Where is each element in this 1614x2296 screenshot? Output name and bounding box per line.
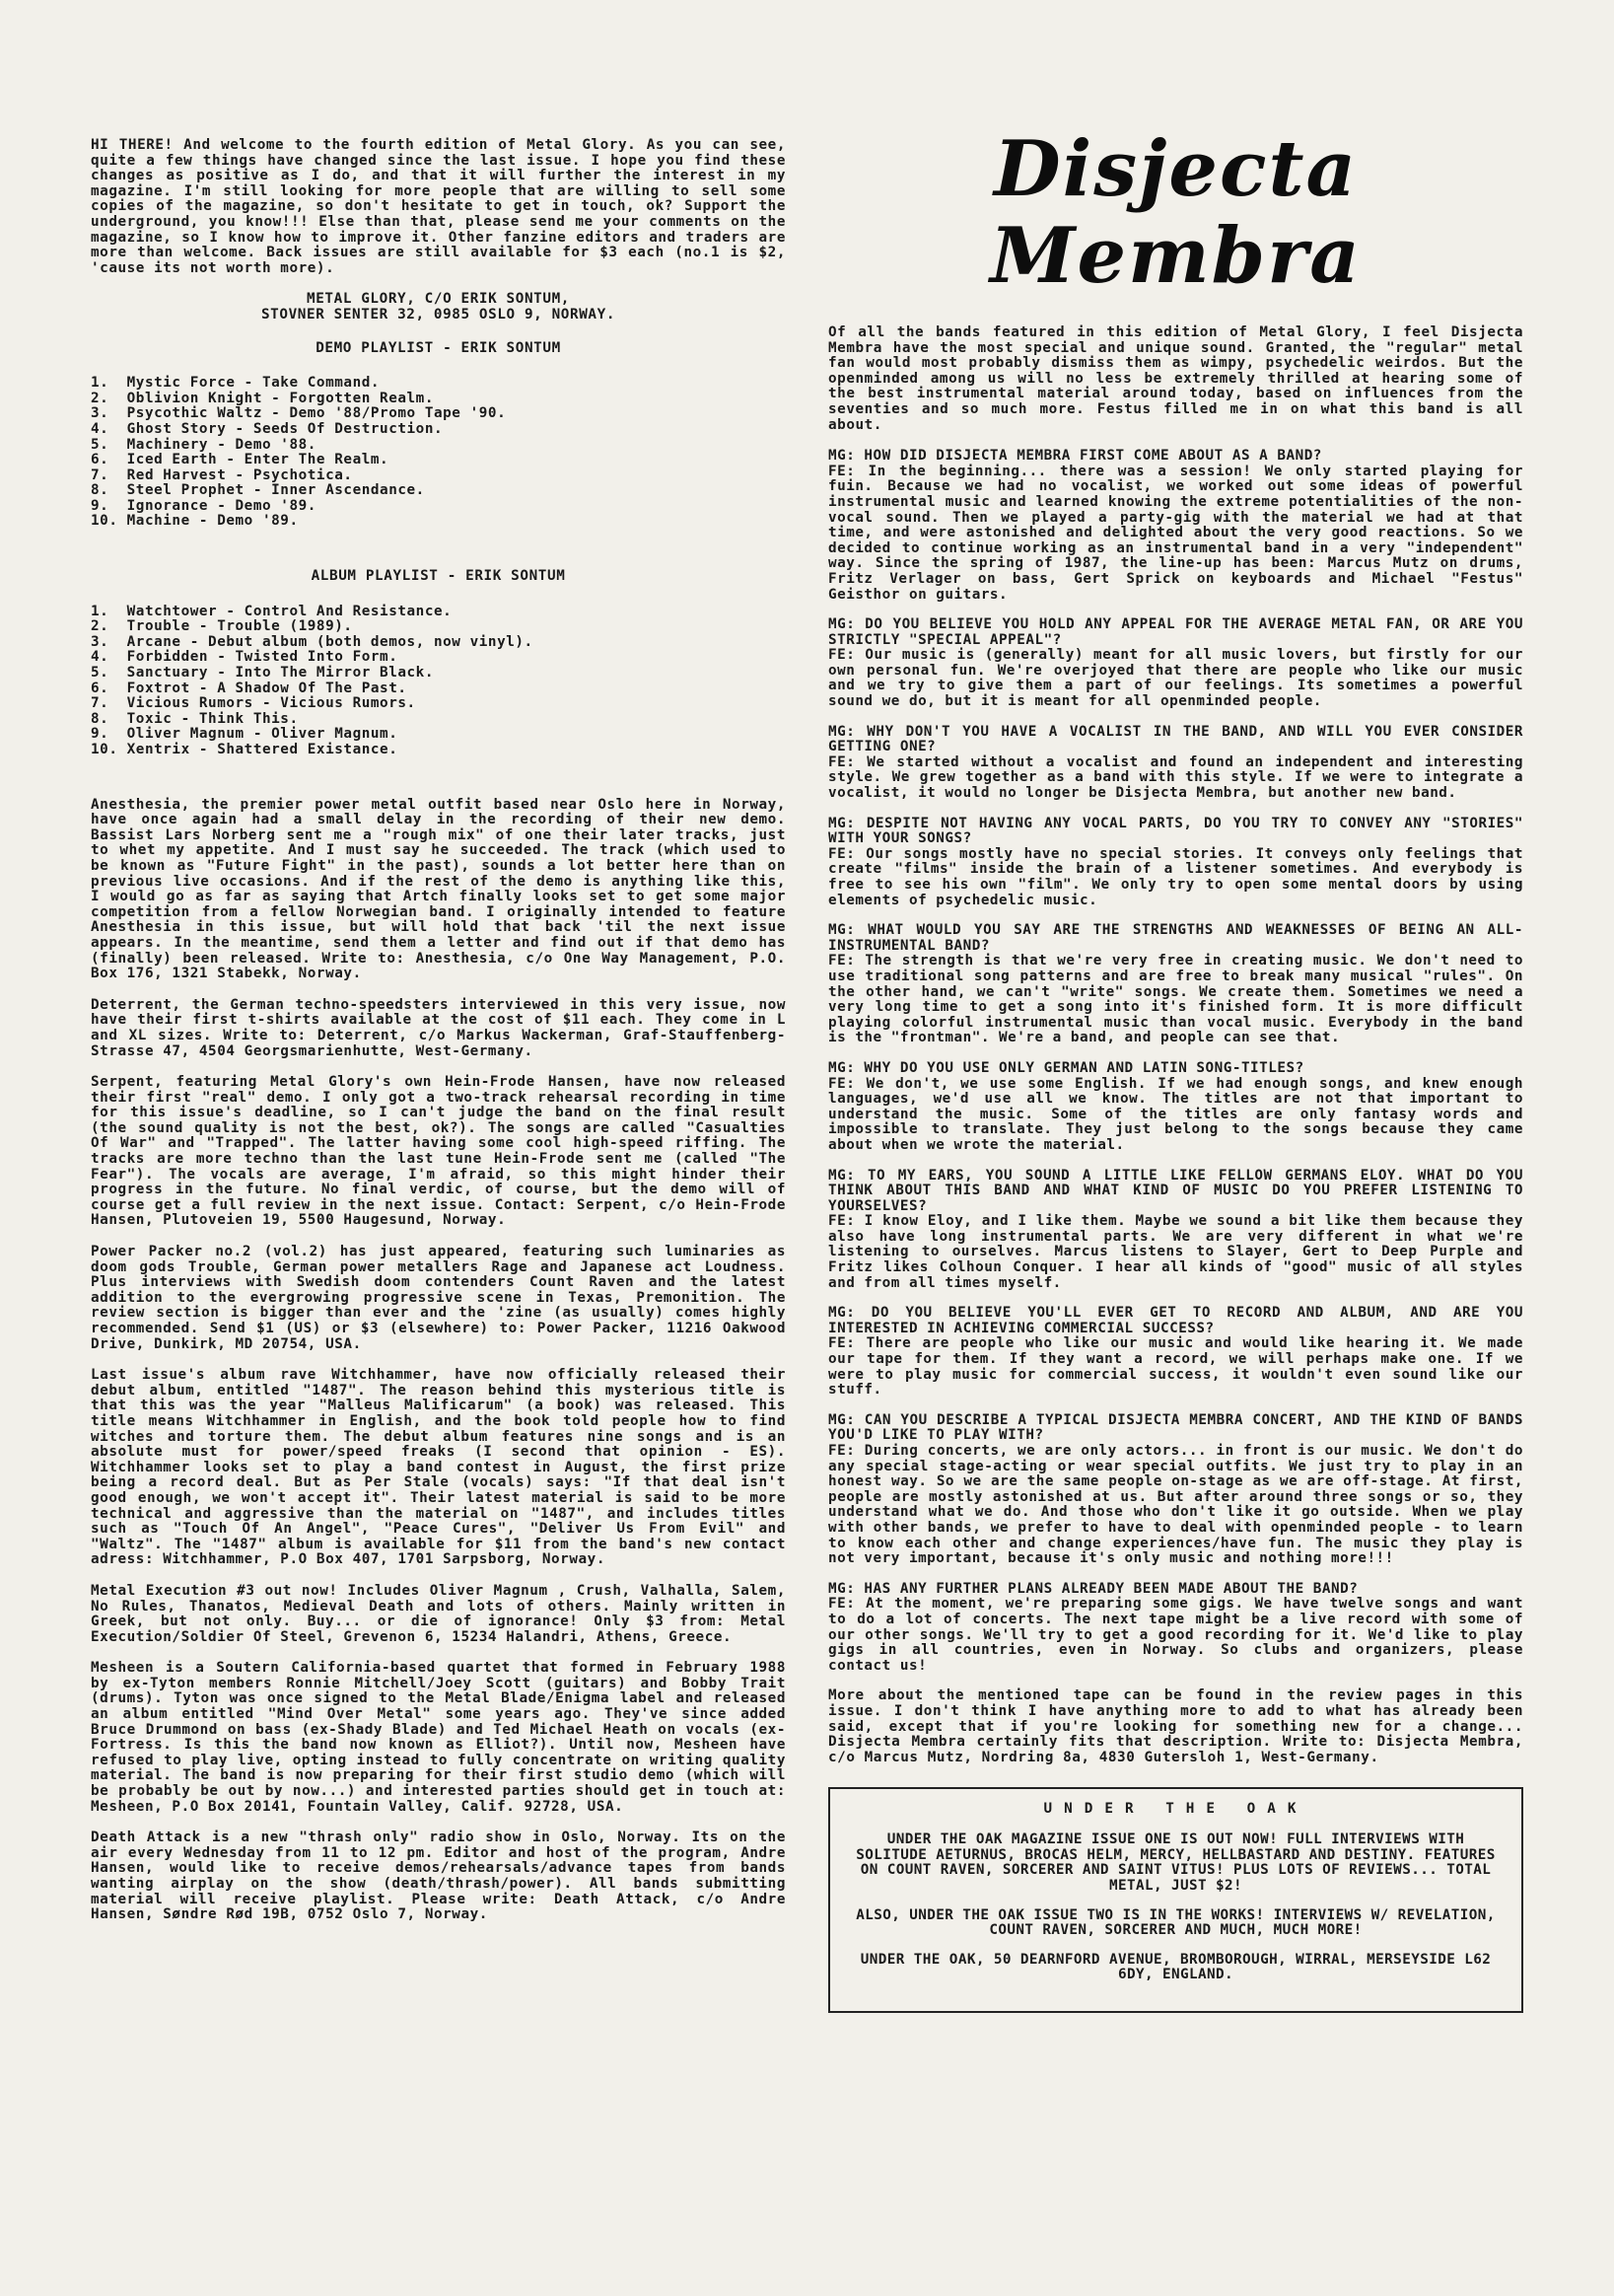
demo-playlist-heading: DEMO PLAYLIST - ERIK SONTUM	[316, 339, 561, 356]
list-item: 6. Iced Earth - Enter The Realm.	[91, 452, 389, 468]
ad-paragraph: ALSO, UNDER THE OAK ISSUE TWO IS IN THE WORKS! INTERVIEWS W/ REVELATION, COUNT RAVEN, SORCERER AND MUCH, MUCH MORE!	[856, 1906, 1496, 1939]
list-item: 1. Mystic Force - Take Command.	[91, 375, 381, 392]
demo-playlist	[91, 376, 786, 530]
question: MG: DO YOU BELIEVE YOU HOLD ANY APPEAL FOR THE AVERAGE METAL FAN, OR ARE YOU STRICTLY "SPECIAL APPEAL"?	[828, 616, 1523, 648]
answer: FE: Our songs mostly have no special stories. It conveys only feelings that create "films" inside the brain of a listener sometimes. And everybody is free to see his own "film". We only try to open some mental doors by using elements of psychedelic music.	[828, 845, 1523, 908]
question: MG: CAN YOU DESCRIBE A TYPICAL DISJECTA MEMBRA CONCERT, AND THE KIND OF BANDS YOU'D LIKE TO PLAY WITH?	[828, 1411, 1523, 1444]
news-item: Anesthesia, the premier power metal outfit based near Oslo here in Norway, have once again had a small delay in the recording of their new demo. Bassist Lars Norberg sent me a "rough mix" of one their later tracks, just to whet my appetite. And I must say he succeeded. The track (which used to be known as "Future Fight" in the past), sounds a lot better here than on previous live occasions. And if the rest of the demo is anything like this, I would go as far as saying that Artch finally looks set to get some major competition from a fellow Norwegian band. I originally intended to feature Anesthesia in this issue, but will hold that back 'til the next issue appears. In the meantime, send them a letter and find out if that demo has (finally) been released. Write to: Anesthesia, c/o One Way Management, P.O. Box 176, 1321 Stabekk, Norway.	[91, 796, 786, 982]
answer: FE: The strength is that we're very free in creating music. We don't need to use traditional song patterns and are free to break many musical "rules". On the other hand, we can't "write" songs. We create them. Sometimes we need a very long time to get a song into it's finished form. It is more difficult playing colorful instrumental music than vocal music. Everybody in the band is the "frontman". We're a band, and people can see that.	[828, 953, 1523, 1046]
list-item: 9. Ignorance - Demo '89.	[91, 497, 316, 514]
qa-block	[828, 1306, 1523, 1399]
album-playlist-heading: ALBUM PLAYLIST - ERIK SONTUM	[311, 568, 566, 585]
list-item: 3. Arcane - Debut album (both demos, now vinyl).	[91, 633, 533, 650]
qa-block	[828, 923, 1523, 1046]
intro-paragraph: HI THERE! And welcome to the fourth edition of Metal Glory. As you can see, quite a few things have changed since the last issue. I hope you find these changes as positive as I do, and that it will further the interest in my magazine. I'm still looking for more people that are willing to sell some copies of the magazine, so don't hesitate to get in touch, ok? Support the underground, you know!!! Else than that, please send me your comments on the magazine, so I know how to improve it. Other fanzine editors and traders are more than welcome. Back issues are still available for $3 each (no.1 is $2, 'cause its not worth more).	[91, 137, 786, 276]
question: MG: TO MY EARS, YOU SOUND A LITTLE LIKE FELLOW GERMANS ELOY. WHAT DO YOU THINK ABOUT THIS BAND AND WHAT KIND OF MUSIC DO YOU PREFER LISTENING TO YOURSELVES?	[828, 1167, 1523, 1214]
list-item: 3. Psycothic Waltz - Demo '88/Promo Tape '90.	[91, 405, 507, 422]
qa-block	[828, 725, 1523, 802]
list-item: 8. Toxic - Think This.	[91, 710, 299, 727]
qa-block	[828, 1061, 1523, 1154]
list-item: 7. Vicious Rumors - Vicious Rumors.	[91, 695, 416, 712]
left-column	[91, 138, 786, 1939]
list-item: 6. Foxtrot - A Shadow Of The Past.	[91, 680, 407, 696]
news-item: Death Attack is a new "thrash only" radio show in Oslo, Norway. Its on the air every Wednesday from 11 to 12 pm. Editor and host of the program, Andre Hansen, would like to receive demos/rehearsals/advance tapes from bands wanting airplay on the show (death/thrash/power). All bands submitting material will receive playlist. Please write: Death Attack, c/o Andre Hansen, Søndre Rød 19B, 0752 Oslo 7, Norway.	[91, 1830, 786, 1923]
question: MG: WHAT WOULD YOU SAY ARE THE STRENGTHS AND WEAKNESSES OF BEING AN ALL-INSTRUMENTAL BAND?	[828, 922, 1523, 954]
qa-block	[828, 1582, 1523, 1675]
qa-block	[828, 1169, 1523, 1292]
interview-outro: More about the mentioned tape can be found in the review pages in this issue. I don't think I have anything more to add to what has already been said, except that if you're looking for something new for a change... Disjecta Membra certainly fits that description. Write to: Disjecta Membra, c/o Marcus Mutz, Nordring 8a, 4830 Gutersloh 1, West-Germany.	[828, 1687, 1523, 1765]
interview-intro: Of all the bands featured in this edition of Metal Glory, I feel Disjecta Membra have the most special and unique sound. Granted, the "regular" metal fan would most probably dismiss them as wimpy, psychedelic weirdos. But the openminded among us will no less be extremely thrilled at hearing some of the best instrumental material around today, based on influences from the seventies and so much more. Festus filled me in on what this band is all about.	[828, 324, 1523, 433]
under-the-oak-ad	[828, 1787, 1523, 2013]
list-item: 8. Steel Prophet - Inner Ascendance.	[91, 482, 425, 499]
list-item: 5. Machinery - Demo '88.	[91, 436, 316, 453]
qa-block	[828, 449, 1523, 603]
ad-address: UNDER THE OAK, 50 DEARNFORD AVENUE, BROMBOROUGH, WIRRAL, MERSEYSIDE L62 6DY, ENGLAND.	[860, 1951, 1492, 1983]
answer: FE: In the beginning... there was a session! We only started playing for fuin. Because we had no vocalist, we worked out some ideas of powerful instrumental music and learned knowing the extreme potentialities of the non-vocal sound. Then we played a party-gig with the material we had at that time, and were astonished and delighted about the very good reactions. So we decided to continue working as an instrumental band in a very "independent" way. Since the spring of 1987, the line-up has been: Marcus Mutz on drums, Fritz Verlager on bass, Gert Sprick on keyboards and Michael "Festus" Geisthor on guitars.	[828, 463, 1523, 603]
list-item: 9. Oliver Magnum - Oliver Magnum.	[91, 726, 398, 743]
list-item: 7. Red Harvest - Psychotica.	[91, 466, 353, 483]
list-item: 10. Xentrix - Shattered Existance.	[91, 742, 398, 757]
question: MG: WHY DO YOU USE ONLY GERMAN AND LATIN SONG-TITLES?	[828, 1059, 1304, 1076]
list-item: 5. Sanctuary - Into The Mirror Black.	[91, 665, 434, 682]
answer: FE: Our music is (generally) meant for all music lovers, but firstly for our own personal fun. We're overjoyed that there are people who like our music and we try to give them a part of our feelings. Its sometimes a powerful sound we do, but it is meant for all openminded people.	[828, 647, 1523, 710]
news-item: Power Packer no.2 (vol.2) has just appeared, featuring such luminaries as doom gods Trouble, German power metallers Rage and Japanese act Loudness. Plus interviews with Swedish doom contenders Count Raven and the latest addition to the evergrowing progressive scene in Texas, Premonition. The review section is bigger than ever and the 'zine (as usually) comes highly recommended. Send $1 (US) or $3 (elsewhere) to: Power Packer, 11216 Oakwood Drive, Dunkirk, MD 20754, USA.	[91, 1244, 786, 1352]
question: MG: WHY DON'T YOU HAVE A VOCALIST IN THE BAND, AND WILL YOU EVER CONSIDER GETTING ONE?	[828, 723, 1523, 755]
question: MG: DESPITE NOT HAVING ANY VOCAL PARTS, DO YOU TRY TO CONVEY ANY "STORIES" WITH YOUR SONGS?	[828, 815, 1523, 847]
ad-title: UNDER THE OAK	[1043, 1801, 1308, 1818]
question: MG: DO YOU BELIEVE YOU'LL EVER GET TO RECORD AND ALBUM, AND ARE YOU INTERESTED IN ACHIEVING COMMERCIAL SUCCESS?	[828, 1305, 1523, 1336]
answer: FE: I know Eloy, and I like them. Maybe we sound a bit like them because they also have long instrumental parts. We are very different in what we're listening to ourselves. Marcus listens to Slayer, Gert to Deep Purple and Fritz likes Colhoun Conquer. I hear all kinds of "good" music of all styles and from all times myself.	[828, 1213, 1523, 1291]
answer: FE: There are people who like our music and would like hearing it. We made our tape for them. If they want a record, we will perhaps make one. If we were to play music for commercial success, it wouldn't even sound like our stuff.	[828, 1335, 1523, 1399]
answer: FE: We don't, we use some English. If we had enough songs, and knew enough languages, we'd use all we know. The titles are not that important to understand the music. Some of the titles are only fantasy words and impossible to translate. They just belong to the songs because they came about when we wrote the material.	[828, 1075, 1523, 1153]
news-item: Mesheen is a Soutern California-based quartet that formed in February 1988 by ex-Tyton members Ronnie Mitchell/Joey Scott (guitars) and Bobby Trait (drums). Tyton was once signed to the Metal Blade/Enigma label and released an album entitled "Mind Over Metal" some years ago. They've since added Bruce Drummond on bass (ex-Shady Blade) and Ted Michael Heath on vocals (ex-Fortress. Is this the band now known as Elliot?). Until now, Mesheen have refused to play live, opting instead to fully concentrate on writing quality material. The band is now preparing for their first studio demo (which will be probably be out by now...) and interested parties should get in touch at: Mesheen, P.O Box 20141, Fountain Valley, Calif. 92728, USA.	[91, 1660, 786, 1815]
question: MG: HAS ANY FURTHER PLANS ALREADY BEEN MADE ABOUT THE BAND?	[828, 1580, 1359, 1597]
answer: FE: At the moment, we're preparing some gigs. We have twelve songs and want to do a lot of concerts. The next tape might be a live record with some of our other songs. We'll try to get a good recording for it. We'd like to play gigs in all countries, even in Norway. So clubs and organizers, please contact us!	[828, 1596, 1523, 1674]
album-playlist	[91, 605, 786, 758]
list-item: 4. Forbidden - Twisted Into Form.	[91, 649, 398, 666]
answer: FE: We started without a vocalist and found an independent and interesting style. We grew together as a band with this style. If we were to integrate a vocalist, it would no longer be Disjecta Membra, but another new band.	[828, 753, 1523, 802]
list-item: 2. Trouble - Trouble (1989).	[91, 618, 353, 635]
ad-paragraph: UNDER THE OAK MAGAZINE ISSUE ONE IS OUT NOW! FULL INTERVIEWS WITH SOLITUDE AETURNUS, BROCAS HELM, MERCY, HELLBASTARD AND DESTINY. FEATURES ON COUNT RAVEN, SORCERER AND SAINT VITUS! PLUS LOTS OF REVIEWS... TOTAL METAL, JUST $2!	[856, 1831, 1496, 1895]
list-item: 1. Watchtower - Control And Resistance.	[91, 603, 453, 619]
band-logo-title: Disjecta Membra	[990, 124, 1362, 301]
right-column	[828, 126, 1523, 2013]
news-item: Metal Execution #3 out now! Includes Oliver Magnum , Crush, Valhalla, Salem, No Rules, Thanatos, Medieval Death and lots of others. Mainly written in Greek, but not only. Buy... or die of ignorance! Only $3 from: Metal Execution/Soldier Of Steel, Grevenon 6, 15234 Halandri, Athens, Greece.	[91, 1582, 786, 1645]
editor-address	[91, 292, 786, 323]
news-item: Last issue's album rave Witchhammer, have now officially released their debut album, entitled "1487". The reason behind this mysterious title is that this was the year "Malleus Malificarum" (a book) was released. This title means Witchhammer in English, and the book told people how to find witches and torture them. The debut album features nine songs and is an absolute must for power/speed freaks (I second that opinion - ES). Witchhammer looks set to play a band contest in August, the first prize being a record deal. But as Per Stale (vocals) says: "If that deal isn't good enough, we won't accept it". Their latest material is said to be more technical and aggressive than the material on "1487", and includes titles such as "Touch Of An Angel", "Peace Cures", "Deliver Us From Evil" and "Waltz". The "1487" album is available for $11 from the band's new contact adress: Witchhammer, P.O Box 407, 1701 Sarpsborg, Norway.	[91, 1367, 786, 1568]
list-item: 4. Ghost Story - Seeds Of Destruction.	[91, 420, 444, 437]
news-item: Deterrent, the German techno-speedsters interviewed in this very issue, now have their first t-shirts available at the cost of $11 each. They come in L and XL sizes. Write to: Deterrent, c/o Markus Wackerman, Graf-Stauffenberg-Strasse 47, 4504 Georgsmarienhutte, West-Germany.	[91, 996, 786, 1059]
answer: FE: During concerts, we are only actors... in front is our music. We don't do any special stage-acting or wear special outfits. We just try to play in an honest way. So we are the same people on-stage as we are off-stage. At first, people are mostly astonished at us. But after around three songs or so, they understand what we do. And those who don't like it go outside. When we play with other bands, we prefer to have to deal with openminded people - to learn to know each other and change experiences/have fun. The music they play is not very important, because it's only music and nothing more!!!	[828, 1443, 1523, 1567]
question: MG: HOW DID DISJECTA MEMBRA FIRST COME ABOUT AS A BAND?	[828, 448, 1322, 465]
qa-block	[828, 617, 1523, 710]
list-item: 2. Oblivion Knight - Forgotten Realm.	[91, 390, 434, 406]
list-item: 10. Machine - Demo '89.	[91, 513, 299, 530]
address-line: METAL GLORY, C/O ERIK SONTUM,	[306, 291, 571, 308]
qa-block	[828, 817, 1523, 909]
news-item: Serpent, featuring Metal Glory's own Hein-Frode Hansen, have now released their first "real" demo. I only got a two-track rehearsal recording in time for this issue's deadline, so I can't judge the band on the final result (the sound quality is not the best, ok?). The songs are called "Casualties Of War" and "Trapped". The latter having some cool high-speed riffing. The tracks are more techno than the last tune Hein-Frode sent me (called "The Fear"). The vocals are average, I'm afraid, so this might hinder their progress in the future. No final verdic, of course, but the demo will of course get a full review in the next issue. Contact: Serpent, c/o Hein-Frode Hansen, Plutoveien 19, 5500 Haugesund, Norway.	[91, 1074, 786, 1229]
address-line: STOVNER SENTER 32, 0985 OSLO 9, NORWAY.	[260, 306, 616, 323]
qa-block	[828, 1413, 1523, 1567]
